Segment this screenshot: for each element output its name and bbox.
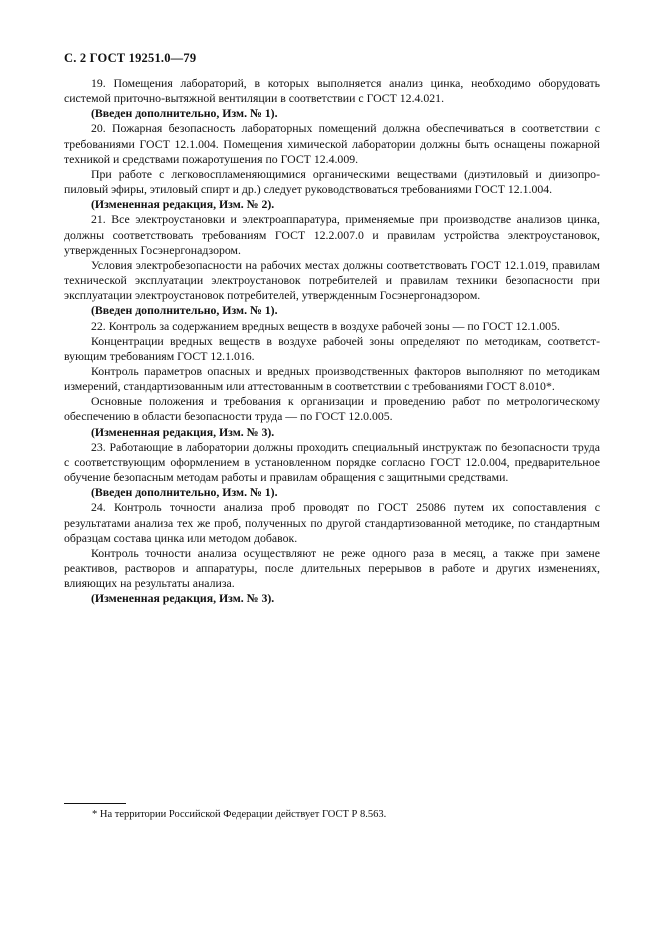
document-body <box>64 76 600 606</box>
amendment-note: (Введен дополнительно, Изм. № 1). <box>91 303 278 318</box>
paragraph-24-continued: Контроль точности анализа осуществляют не реже одного раза в месяц, а также при замене реактивов, растворов и аппаратуры, после длительных перерывов в работе и других изменениях, влияющих на результаты анализа. <box>64 545 600 591</box>
amendment-note: (Введен дополнительно, Изм. № 1). <box>91 106 278 121</box>
paragraph-24: 24. Контроль точности анализа проб проводят по ГОСТ 25086 путем их сопоставления с результатами анализа тех же проб, полученных по другой стандартизованной методике, по стандартным образцам состава цинка или методом добавок. <box>64 500 600 545</box>
amendment-note: (Измененная редакция, Изм. № 3). <box>91 591 275 606</box>
paragraph-22: 22. Контроль за содержанием вредных веществ в воздухе рабочей зоны — по ГОСТ 12.1.005. <box>91 318 560 333</box>
amendment-note: (Измененная редакция, Изм. № 3). <box>91 424 275 439</box>
page-header: С. 2 ГОСТ 19251.0—79 <box>64 51 197 65</box>
paragraph-21: 21. Все электроустановки и электроаппаратура, применяемые при производстве анализов цинка, должны соответствовать требованиям ГОСТ 12.2.007.0 и правилам устройства электроустановок, утвержденных Госэнергонадзором. <box>64 212 600 257</box>
footnote-divider <box>64 803 126 804</box>
paragraph-21-continued: Условия электробезопасности на рабочих местах должны соответствовать ГОСТ 12.1.019, правилам технической эксплуатации электроустановок потребителей и правилам техники безопасности при эксплуатации электроустановок потребителей, утвержденным Госэнергонадзором. <box>64 257 600 303</box>
paragraph-20: 20. Пожарная безопасность лабораторных помещений должна обеспечиваться в соответствии с требованиями ГОСТ 12.1.004. Помещения химической лаборатории должны быть оснащены пожарной техникой и средствами пожаротушения по ГОСТ 12.4.009. <box>64 121 600 166</box>
amendment-note: (Введен дополнительно, Изм. № 1). <box>91 485 278 500</box>
paragraph-22-concentrations: Концентрации вредных веществ в воздухе рабочей зоны определяют по методикам, соответствующим требованиям ГОСТ 12.1.016. <box>64 333 600 363</box>
paragraph-23: 23. Работающие в лаборатории должны проходить специальный инструктаж по безопасности труда с соответствующим оформлением в установленном порядке согласно ГОСТ 12.0.004, предварительное обучение безопасным методам работы и правилам обращения с защитными средствами. <box>64 439 600 485</box>
amendment-note: (Измененная редакция, Изм. № 2). <box>91 197 275 212</box>
paragraph-22-parameters: Контроль параметров опасных и вредных производственных факторов выполняют по методикам измерений, стандартизованным или аттестованным в соответствии с требованиями ГОСТ 8.010*. <box>64 363 600 394</box>
paragraph-20-continued: При работе с легковоспламеняющимися органическими веществами (диэтиловый и диизопропиловый эфиры, этиловый спирт и др.) следует руководствоваться требованиями ГОСТ 12.1.004. <box>64 166 600 197</box>
paragraph-22-metrology: Основные положения и требования к организации и проведению работ по метрологическому обеспечению в области безопасности труда — по ГОСТ 12.0.005. <box>64 394 600 424</box>
paragraph-19: 19. Помещения лабораторий, в которых выполняется анализ цинка, необходимо оборудовать системой приточно-вытяжной вентиляции в соответствии с ГОСТ 12.4.021. <box>64 76 600 106</box>
footnote: * На территории Российской Федерации действует ГОСТ Р 8.563. <box>92 809 387 820</box>
